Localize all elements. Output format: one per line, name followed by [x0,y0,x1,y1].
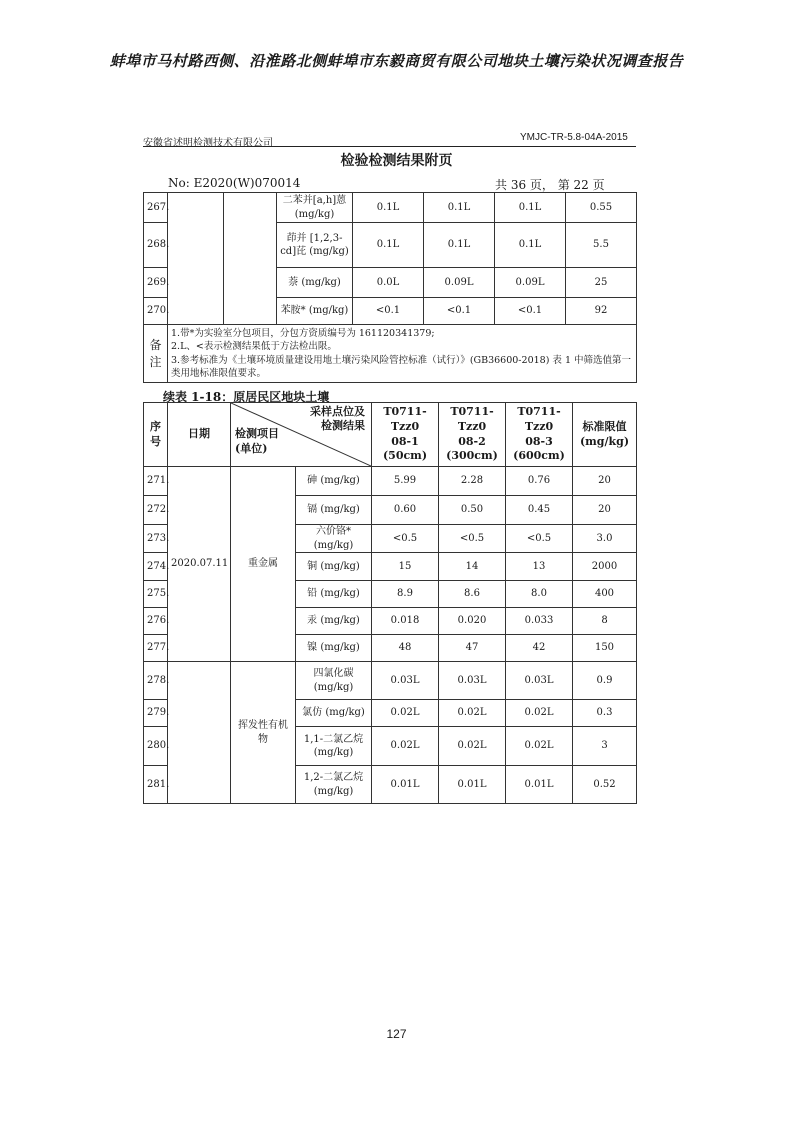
header-rule [143,146,636,147]
item-name: 四氯化碳 (mg/kg) [296,662,372,700]
value-cell: 0.02L [372,727,439,766]
row-number: 280. [144,727,168,766]
value-cell: 0.01L [372,766,439,804]
item-name: 镉 (mg/kg) [296,496,372,525]
limit-cell: 400 [573,581,637,608]
value-cell: 8.6 [439,581,506,608]
value-cell: 0.09L [424,268,495,298]
value-cell: 0.03L [439,662,506,700]
value-cell: 0.09L [495,268,566,298]
table2-title: 续表 1-18：原居民区地块土壤 [163,390,330,404]
row-number: 271. [144,467,168,496]
row-number: 272. [144,496,168,525]
limit-cell: 3.0 [573,525,637,553]
value-cell: 0.02L [506,727,573,766]
item-name: 萘 (mg/kg) [277,268,353,298]
value-cell: 0.02L [439,727,506,766]
date-cell-empty [168,662,231,804]
header-sample-1: T0711-Tzz0 08-1 (50cm) [372,403,439,467]
row-number: 269. [144,268,168,298]
row-number: 267. [144,193,168,223]
item-name: 镍 (mg/kg) [296,635,372,662]
table-row [144,662,637,700]
value-cell: 0.76 [506,467,573,496]
notes-cell [168,325,637,383]
limit-cell: 20 [573,467,637,496]
limit-cell: 0.52 [573,766,637,804]
item-name: 铅 (mg/kg) [296,581,372,608]
value-cell: 0.50 [439,496,506,525]
item-name: 六价铬*(mg/kg) [296,525,372,553]
row-number: 281. [144,766,168,804]
row-number: 276. [144,608,168,635]
limit-cell: 0.3 [573,700,637,727]
value-cell: 0.1L [353,223,424,268]
item-name: 汞 (mg/kg) [296,608,372,635]
value-cell: 0.1L [424,223,495,268]
item-name: 1,2-二氯乙烷 (mg/kg) [296,766,372,804]
value-cell: <0.5 [439,525,506,553]
header-row [144,403,637,467]
value-cell: 0.020 [439,608,506,635]
value-cell: 0.03L [506,662,573,700]
item-name: 砷 (mg/kg) [296,467,372,496]
header-sampling-points: 采样点位及 检测结果 [310,405,365,433]
header-no: 序号 [144,403,168,467]
row-number: 275. [144,581,168,608]
row-number: 270. [144,298,168,325]
header-sample-2: T0711-Tzz0 08-2 (300cm) [439,403,506,467]
value-cell: 0.01L [506,766,573,804]
value-cell: 0.03L [372,662,439,700]
limit-cell: 0.9 [573,662,637,700]
limit-cell: 5.5 [566,223,637,268]
value-cell: 0.02L [372,700,439,727]
report-header: 蚌埠市马村路西侧、沿淮路北侧蚌埠市东毅商贸有限公司地块土壤污染状况调查报告 [109,52,684,70]
note-line: 1.带*为实验室分包项目，分包方资质编号为 161120341379; [171,328,435,339]
page-title: 检验检测结果附页 [340,153,453,169]
report-number: No: E2020(W)070014 [168,176,301,190]
notes-label: 备注 [144,325,168,383]
header-limit: 标准限值 (mg/kg) [573,403,637,467]
row-number: 273. [144,525,168,553]
date-cell: 2020.07.11 [168,467,231,662]
item-name: 苯胺* (mg/kg) [277,298,353,325]
group-heavy-metals: 重金属 [231,467,296,662]
item-name: 二苯并[a,h]蒽 (mg/kg) [277,193,353,223]
value-cell: <0.1 [353,298,424,325]
value-cell: <0.5 [506,525,573,553]
header-test-item: 检测项目 (单位) [235,427,279,455]
item-name: 1,1-二氯乙烷 (mg/kg) [296,727,372,766]
limit-cell: 0.55 [566,193,637,223]
header-diagonal [231,403,372,467]
value-cell: 48 [372,635,439,662]
limit-cell: 2000 [573,553,637,581]
limit-cell: 92 [566,298,637,325]
group-cell-empty [224,193,277,325]
value-cell: 0.1L [353,193,424,223]
value-cell: 0.60 [372,496,439,525]
value-cell: 14 [439,553,506,581]
value-cell: 0.1L [424,193,495,223]
limit-cell: 25 [566,268,637,298]
table-row [144,467,637,496]
value-cell: <0.5 [372,525,439,553]
value-cell: 0.02L [506,700,573,727]
value-cell: 0.033 [506,608,573,635]
group-vocs: 挥发性有机物 [231,662,296,804]
value-cell: <0.1 [495,298,566,325]
value-cell: 2.28 [439,467,506,496]
value-cell: 0.1L [495,223,566,268]
date-cell-empty [168,193,224,325]
value-cell: 0.018 [372,608,439,635]
value-cell: 15 [372,553,439,581]
limit-cell: 20 [573,496,637,525]
row-number: 278. [144,662,168,700]
item-name: 茚并 [1,2,3-cd]芘 (mg/kg) [277,223,353,268]
value-cell: 13 [506,553,573,581]
limit-cell: 150 [573,635,637,662]
page-number: 127 [386,1027,407,1041]
table-row [144,193,637,223]
value-cell: <0.1 [424,298,495,325]
item-name: 铜 (mg/kg) [296,553,372,581]
row-number: 268. [144,223,168,268]
value-cell: 5.99 [372,467,439,496]
page-info: 共 36 页， 第 22 页 [495,178,605,192]
value-cell: 8.9 [372,581,439,608]
limit-cell: 8 [573,608,637,635]
notes-row [144,325,637,383]
lab-name: 安徽省述明检测技术有限公司 [143,138,273,149]
value-cell: 0.0L [353,268,424,298]
value-cell: 0.02L [439,700,506,727]
header-sample-3: T0711-Tzz0 08-3 (600cm) [506,403,573,467]
value-cell: 47 [439,635,506,662]
value-cell: 0.45 [506,496,573,525]
value-cell: 0.01L [439,766,506,804]
row-number: 277. [144,635,168,662]
results-table-2 [143,402,637,804]
row-number: 274. [144,553,168,581]
value-cell: 0.1L [495,193,566,223]
header-date: 日期 [168,403,231,467]
row-number: 279. [144,700,168,727]
results-table-1 [143,192,637,383]
note-line: 3.参考标准为《土壤环境质量建设用地土壤污染风险管控标准（试行）》(GB36600-2018) 表 1 中筛选值第一类用地标准限值要求。 [171,354,632,379]
limit-cell: 3 [573,727,637,766]
doc-code: YMJC-TR-5.8-04A-2015 [520,132,628,143]
value-cell: 42 [506,635,573,662]
value-cell: 8.0 [506,581,573,608]
note-line: 2.L、<表示检测结果低于方法检出限。 [171,341,337,353]
item-name: 氯仿 (mg/kg) [296,700,372,727]
